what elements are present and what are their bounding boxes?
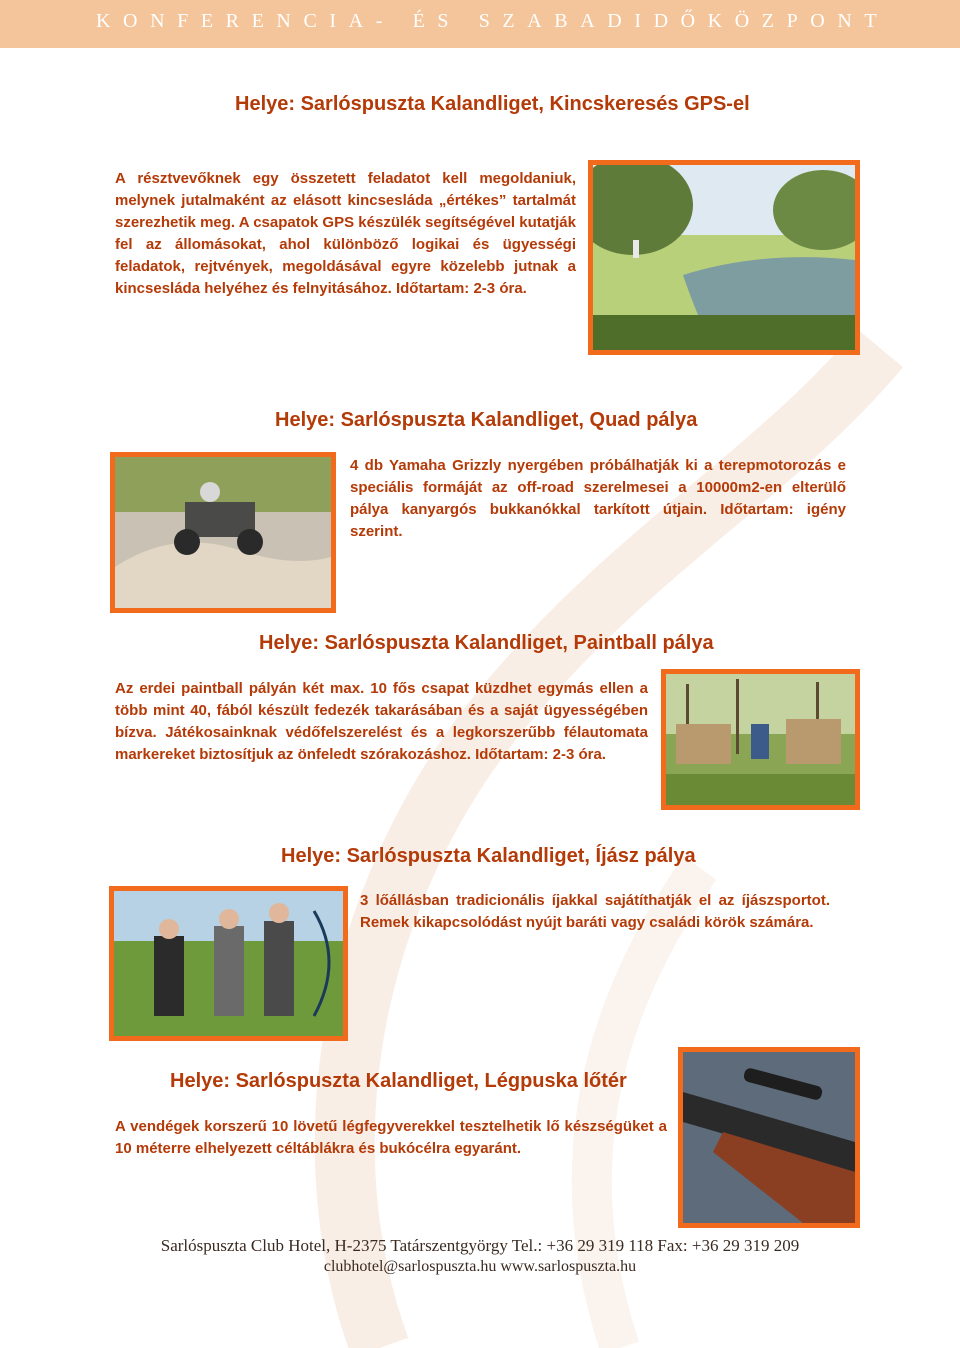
gps-section-title: Helye: Sarlóspuszta Kalandliget, Kincskeresés GPS-el	[235, 93, 750, 115]
quad-section-title: Helye: Sarlóspuszta Kalandliget, Quad pálya	[275, 409, 698, 431]
quad-photo	[110, 452, 336, 613]
airrifle-section-title: Helye: Sarlóspuszta Kalandliget, Légpuska lőtér	[170, 1070, 627, 1092]
archery-section-title: Helye: Sarlóspuszta Kalandliget, Íjász pálya	[281, 845, 696, 867]
gps-photo	[588, 160, 860, 355]
header-banner	[0, 0, 960, 48]
airrifle-photo	[678, 1047, 860, 1228]
paintball-photo	[661, 669, 860, 810]
footer-address: Sarlóspuszta Club Hotel, H-2375 Tatárszentgyörgy Tel.: +36 29 319 118 Fax: +36 29 319 209	[160, 1236, 800, 1255]
header-banner-text: KONFERENCIA- ÉS SZABADIDŐKÖZPONT	[96, 10, 890, 32]
airrifle-section-text: A vendégek korszerű 10 lövetű légfegyverekkel tesztelhetik lő készségüket a 10 méterre elhelyezett céltáblákra és bukócélra egyaránt.	[115, 1118, 667, 1157]
paintball-section-text: Az erdei paintball pályán két max. 10 fős csapat küzdhet egymás ellen a több mint 40, fából készült fedezék takarásában és a saját ügyességében bízva. Játékosainknak védőfelszerelést és a legkorszerűbb félautomata markereket biztosítjuk az önfeledt szórakozáshoz. Időtartam: 2-3 óra.	[115, 680, 648, 763]
archery-photo	[109, 886, 348, 1041]
paintball-section-title: Helye: Sarlóspuszta Kalandliget, Paintball pálya	[259, 632, 714, 654]
quad-section-text: 4 db Yamaha Grizzly nyergében próbálhatják ki a terepmotorozás e speciális formáját az off-road szerelmesei a 10000m2-en elterülő pálya kanyargós bukkanókkal tarkított útjain. Időtartam: igény szerint.	[350, 457, 846, 540]
gps-section-text: A résztvevőknek egy összetett feladatot kell megoldaniuk, melynek jutalmaként az elásott kincsesláda „értékes” tartalmát szerezhetik meg. A csapatok GPS készülék segítségével kutatják fel az állomásokat, ahol különböző logikai és ügyességi feladatok, rejtvények, megoldásával egyre közelebb jutnak a kincsesláda helyéhez és felnyitásához. Időtartam: 2-3 óra.	[115, 170, 576, 297]
archery-section-text: 3 lőállásban tradicionális íjakkal sajátíthatják el az íjászsportot. Remek kikapcsolódást nyújt baráti vagy családi körök számára.	[360, 892, 830, 931]
footer-contact: clubhotel@sarlospuszta.hu www.sarlospuszta.hu	[323, 1258, 637, 1275]
